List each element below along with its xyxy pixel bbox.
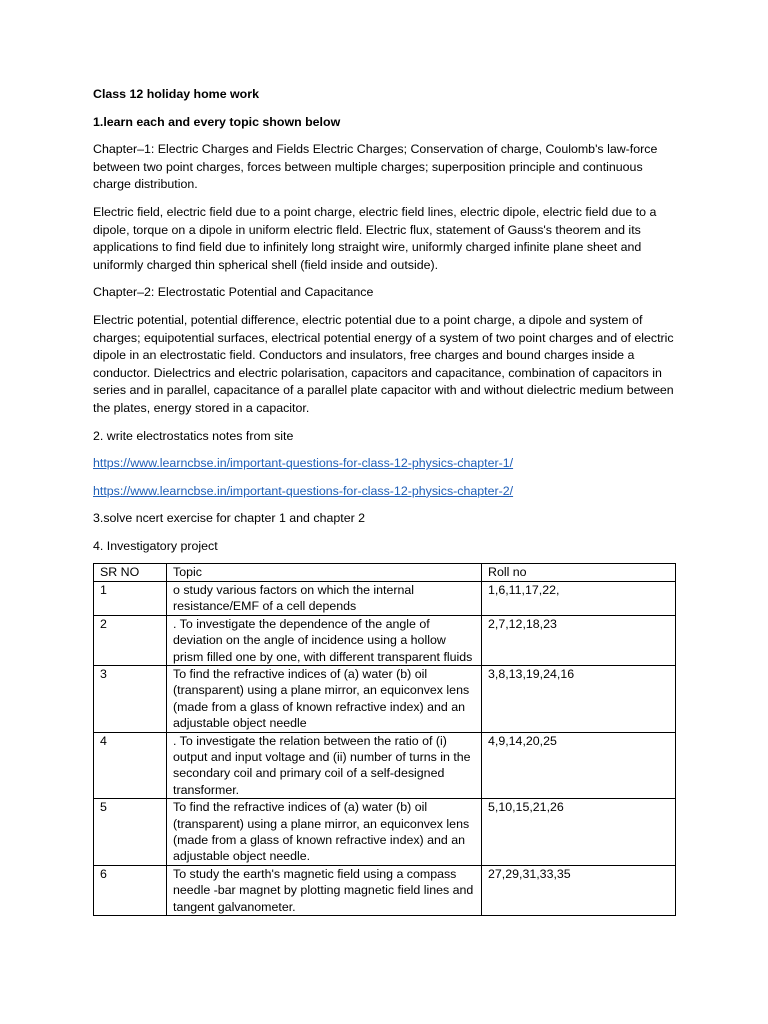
table-row [94,665,676,732]
project-table [93,563,676,916]
header-sr-no: SR NO [94,564,167,581]
header-topic: Topic [167,564,482,581]
chapter1-link[interactable]: https://www.learncbse.in/important-questions-for-class-12-physics-chapter-1/ [93,456,514,471]
cell-roll-no: 1,6,11,17,22, [482,581,676,615]
cell-roll-no: 2,7,12,18,23 [482,615,676,665]
cell-topic: To study the earth's magnetic field using a compass needle -bar magnet by plotting magnetic field lines and tangent galvanometer. [167,865,482,915]
table-row [94,865,676,915]
cell-sr-no: 2 [94,615,167,665]
cell-sr-no: 4 [94,732,167,799]
table-row [94,732,676,799]
cell-sr-no: 1 [94,581,167,615]
table-row [94,581,676,615]
electric-field-paragraph: Electric field, electric field due to a point charge, electric field lines, electric dipole, electric field due to a dipole, torque on a dipole in uniform electric fleld. Electric flux, statement of Gauss's theorem and its applications to find field due to infinitely long straight wire, uniformly charged infinite plane sheet and uniformly charged thin spherical shell (field inside and outside). [93,204,657,272]
table-row [94,799,676,866]
cell-roll-no: 3,8,13,19,24,16 [482,665,676,732]
chapter1-paragraph: Chapter–1: Electric Charges and Fields Electric Charges; Conservation of charge, Coulomb's law-force between two point charges, forces between multiple charges; superposition principle and continuous charge distribution. [93,142,658,192]
section-heading: 1.learn each and every topic shown below [93,114,341,129]
ncert-instruction: 3.solve ncert exercise for chapter 1 and chapter 2 [93,511,366,526]
chapter2-link[interactable]: https://www.learncbse.in/important-questions-for-class-12-physics-chapter-2/ [93,483,514,498]
table-row [94,615,676,665]
notes-instruction: 2. write electrostatics notes from site [93,428,294,443]
cell-roll-no: 5,10,15,21,26 [482,799,676,866]
cell-sr-no: 5 [94,799,167,866]
header-roll-no: Roll no [482,564,676,581]
cell-topic: To find the refractive indices of (a) water (b) oil (transparent) using a plane mirror, an equiconvex lens (made from a glass of known refractive index) and an adjustable object needle. [167,799,482,866]
cell-topic: . To investigate the relation between the ratio of (i) output and input voltage and (ii) number of turns in the secondary coil and primary coil of a self-designed transformer. [167,732,482,799]
cell-roll-no: 4,9,14,20,25 [482,732,676,799]
project-heading: 4. Investigatory project [93,538,218,553]
cell-sr-no: 3 [94,665,167,732]
table-header-row [94,564,676,581]
cell-topic: o study various factors on which the internal resistance/EMF of a cell depends [167,581,482,615]
cell-topic: To find the refractive indices of (a) water (b) oil (transparent) using a plane mirror, an equiconvex lens (made from a glass of known refractive index) and an adjustable object needle [167,665,482,732]
cell-roll-no: 27,29,31,33,35 [482,865,676,915]
chapter2-paragraph: Chapter–2: Electrostatic Potential and Capacitance [93,285,374,300]
document-title: Class 12 holiday home work [93,87,259,101]
potential-paragraph: Electric potential, potential difference, electric potential due to a point charge, a dipole and system of charges; equipotential surfaces, electrical potential energy of a system of two point charges and of electric dipole in an electrostatic field. Conductors and insulators, free charges and bound charges inside a conductor. Dielectrics and electric polarisation, capacitors and capacitance, combination of capacitors in series and in parallel, capacitance of a parallel plate capacitor with and without dielectric medium between the plates, energy stored in a capacitor. [93,312,674,415]
cell-topic: . To investigate the dependence of the angle of deviation on the angle of incidence using a hollow prism filled one by one, with different transparent fluids [167,615,482,665]
cell-sr-no: 6 [94,865,167,915]
